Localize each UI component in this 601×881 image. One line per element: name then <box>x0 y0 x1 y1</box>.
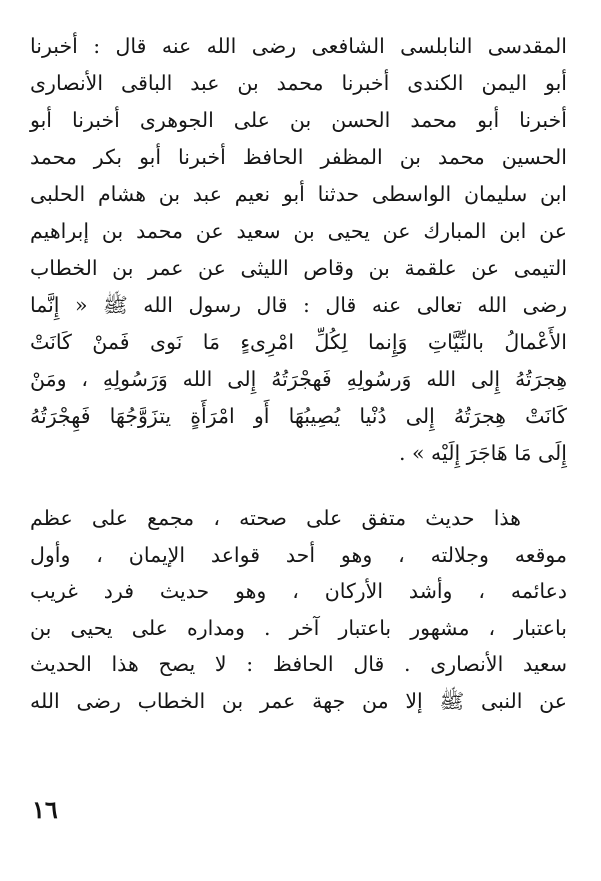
hadith-text-line: الأَعْمالُ بالنِّيَّاتِ وَإِنما لِكُلِّ امْرِىءٍ مَا نَوى فَمنْ كَانَتْ <box>30 330 567 354</box>
text-line: باعتبار ، مشهور باعتبار آخر . ومداره على يحيى بن <box>30 615 567 640</box>
text-line: المقدسى النابلسى الشافعى رضى الله عنه قال : أخبرنا <box>30 34 567 58</box>
page-number: ١٦ <box>32 795 58 824</box>
text-line: الحسين محمد بن المظفر الحافظ أخبرنا أبو بكر محمد <box>30 145 567 169</box>
text-line: أخبرنا أبو محمد الحسن بن على الجوهرى أخبرنا أبو <box>30 108 567 132</box>
commentary-paragraph <box>30 500 567 720</box>
hadith-text-line: إِلَى مَا هَاجَرَ إِلَيْه » . <box>398 441 567 465</box>
text-line: ابن سليمان الواسطى حدثنا أبو نعيم عبد بن هشام الحلبى <box>30 182 567 206</box>
text-line: أبو اليمن الكندى أخبرنا محمد بن عبد الباقى الأنصارى <box>30 71 567 95</box>
text-line: عن ابن المبارك عن يحيى بن سعيد عن محمد بن إبراهيم <box>30 219 567 243</box>
text-line: هذا حديث متفق على صحته ، مجمع على عظم <box>30 506 521 530</box>
text-line: سعيد الأنصارى . قال الحافظ : لا يصح هذا الحديث <box>30 652 567 677</box>
text-line: دعائمه ، وأشد الأركان ، وهو حديث فرد غريب <box>30 579 567 604</box>
text-line: التيمى عن علقمة بن وقاص الليثى عن عمر بن الخطاب <box>30 256 567 280</box>
hadith-text-line: كَانَتْ هِجرَتُهُ إِلى دُنْيا يُصِيبُهَا أَو امْرَأَةٍ يتزَوَّجُهَا فَهِجْرَتُهُ <box>30 404 567 428</box>
text-line: عن النبى ﷺ إلا من جهة عمر بن الخطاب رضى الله <box>30 688 567 713</box>
text-line: موقعه وجلالته ، وهو أحد قواعد الإيمان ، وأول <box>30 542 567 567</box>
text-line: رضى الله تعالى عنه قال : قال رسول الله ﷺ « إِنَّما <box>30 293 567 317</box>
hadith-isnad-paragraph <box>30 28 567 472</box>
hadith-text-line: هِجرَتُهُ إِلى الله وَرسُولِهِ فَهجْرَتُهُ إِلى الله وَرَسُولِهِ ، ومَنْ <box>30 367 567 391</box>
